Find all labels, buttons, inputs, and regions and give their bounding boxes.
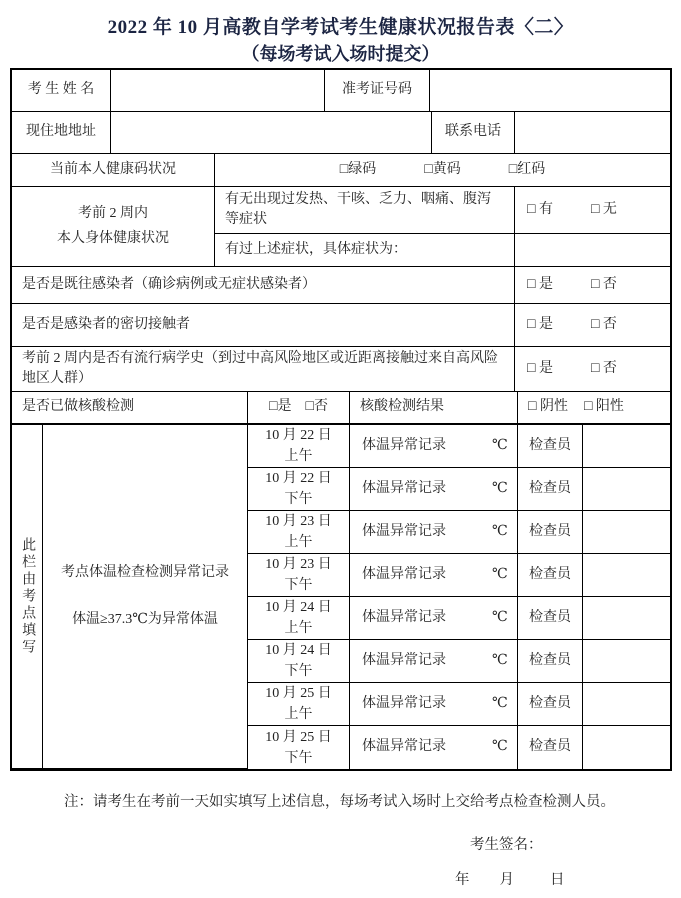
log-inspector-label: 检查员 — [518, 683, 583, 726]
log-date-cell — [248, 726, 350, 769]
log-inspector-label: 检查员 — [518, 468, 583, 511]
row-question-close-contact — [12, 304, 670, 347]
row-address-phone — [12, 112, 670, 154]
checkbox-result-positive[interactable]: □ 阳性 — [583, 399, 624, 415]
log-date-cell — [248, 468, 350, 511]
row-question-epidemic-history — [12, 347, 670, 392]
row-question-prior-infection — [12, 267, 670, 304]
log-date-bottom: 上午 — [284, 535, 313, 550]
log-date-cell — [248, 511, 350, 554]
checkbox-nucleic-done-yes[interactable]: □是 — [269, 399, 292, 415]
checkbox-red-code[interactable]: □红码 — [508, 161, 546, 177]
signature-date-line — [455, 868, 565, 889]
health-report-table — [10, 68, 672, 771]
checkbox-symptom-no[interactable]: □ 无 — [590, 201, 617, 217]
question-prior-infection-options — [515, 267, 670, 304]
log-temp-unit: ℃ — [492, 739, 508, 755]
log-date-top: 10 月 24 日 — [265, 600, 332, 615]
log-date-top: 10 月 23 日 — [265, 557, 332, 572]
log-date-cell — [248, 554, 350, 597]
log-temp-cell — [350, 554, 518, 597]
log-temp-label: 体温异常记录 — [362, 652, 446, 668]
question-prior-infection: 是否是既往感染者（确诊病例或无症状感染者） — [12, 267, 515, 304]
log-temp-label: 体温异常记录 — [362, 480, 446, 496]
log-inspector-input-cell[interactable] — [583, 683, 670, 726]
checkbox-symptom-yes[interactable]: □ 有 — [527, 201, 553, 217]
temperature-log-row — [248, 554, 670, 597]
symptom-options — [515, 187, 670, 234]
log-inspector-label: 检查员 — [518, 425, 583, 468]
temperature-log-row — [248, 640, 670, 683]
phone-label: 联系电话 — [432, 112, 515, 154]
pre-exam-health-label-line1: 考前 2 周内 — [78, 206, 148, 222]
temperature-log-row — [248, 683, 670, 726]
month-label: 月 — [499, 872, 514, 888]
row-pre-exam-health — [12, 187, 670, 267]
log-inspector-input-cell[interactable] — [583, 597, 670, 640]
health-code-options — [215, 154, 670, 187]
row-nucleic-acid — [12, 392, 670, 425]
page-subtitle: （每场考试入场时提交） — [241, 44, 440, 64]
log-inspector-input-cell[interactable] — [583, 468, 670, 511]
log-inspector-label: 检查员 — [518, 511, 583, 554]
log-temp-cell — [350, 726, 518, 769]
temperature-log-grid — [248, 425, 670, 769]
log-inspector-input-cell[interactable] — [583, 554, 670, 597]
log-date-top: 10 月 25 日 — [265, 686, 332, 701]
ticket-label: 准考证号码 — [325, 70, 430, 112]
log-inspector-input-cell[interactable] — [583, 511, 670, 554]
log-temp-unit: ℃ — [492, 609, 508, 625]
temperature-log-row — [248, 726, 670, 769]
log-temp-unit: ℃ — [492, 480, 508, 496]
log-temp-label: 体温异常记录 — [362, 566, 446, 582]
log-temp-cell — [350, 683, 518, 726]
phone-input-cell[interactable] — [515, 112, 670, 154]
log-temp-cell — [350, 425, 518, 468]
log-temp-label: 体温异常记录 — [362, 609, 446, 625]
log-inspector-label: 检查员 — [518, 640, 583, 683]
footer-note: 注：请考生在考前一天如实填写上述信息，每场考试入场时上交给考点检查检测人员。 — [64, 794, 615, 810]
address-label: 现住地地址 — [12, 112, 111, 154]
log-date-top: 10 月 23 日 — [265, 514, 332, 529]
log-temp-label: 体温异常记录 — [362, 695, 446, 711]
checkbox-prior-infection-yes[interactable]: □ 是 — [527, 276, 553, 292]
checkbox-yellow-code[interactable]: □黄码 — [424, 161, 461, 177]
log-date-cell — [248, 683, 350, 726]
symptom-question: 有无出现过发热、干咳、乏力、咽痛、腹泻等症状 — [215, 187, 515, 234]
log-date-top: 10 月 25 日 — [265, 729, 332, 745]
log-temp-unit: ℃ — [492, 695, 508, 711]
log-date-bottom: 上午 — [284, 621, 313, 636]
log-date-top: 10 月 22 日 — [265, 428, 332, 443]
log-temp-label: 体温异常记录 — [362, 437, 446, 453]
checkbox-close-contact-no[interactable]: □ 否 — [590, 316, 617, 332]
log-date-cell — [248, 425, 350, 468]
checkbox-epidemic-history-no[interactable]: □ 否 — [590, 360, 617, 376]
log-date-cell — [248, 597, 350, 640]
nucleic-acid-label: 是否已做核酸检测 — [12, 392, 248, 425]
symptom-detail-input-cell[interactable] — [515, 234, 670, 267]
temperature-log-side-label: 此栏由考点填写 — [20, 537, 36, 656]
log-temp-unit: ℃ — [492, 437, 508, 453]
log-temp-cell — [350, 640, 518, 683]
health-code-label: 当前本人健康码状况 — [12, 154, 215, 187]
log-date-top: 10 月 24 日 — [265, 643, 332, 658]
ticket-input-cell[interactable] — [430, 70, 670, 112]
temperature-log-row — [248, 511, 670, 554]
name-label: 考 生 姓 名 — [12, 70, 111, 112]
row-name-ticket — [12, 70, 670, 112]
pre-exam-health-label-line2: 本人身体健康状况 — [57, 230, 169, 246]
checkbox-epidemic-history-yes[interactable]: □ 是 — [527, 360, 553, 376]
name-input-cell[interactable] — [111, 70, 325, 112]
log-date-bottom: 下午 — [284, 664, 313, 679]
address-input-cell[interactable] — [111, 112, 432, 154]
signature-label: 考生签名： — [470, 837, 543, 853]
log-date-bottom: 下午 — [284, 578, 313, 593]
temperature-log-section — [12, 425, 670, 769]
log-temp-cell — [350, 597, 518, 640]
nucleic-acid-result-options — [518, 392, 670, 425]
log-temp-unit: ℃ — [492, 566, 508, 582]
log-temp-label: 体温异常记录 — [362, 523, 446, 539]
log-inspector-label: 检查员 — [518, 597, 583, 640]
question-epidemic-history: 考前 2 周内是否有流行病学史（到过中高风险地区或近距离接触过来自高风险地区人群） — [12, 347, 515, 392]
log-temp-label: 体温异常记录 — [362, 739, 446, 755]
log-temp-unit: ℃ — [492, 652, 508, 668]
log-inspector-label: 检查员 — [518, 726, 583, 769]
log-temp-cell — [350, 511, 518, 554]
day-label: 日 — [550, 872, 565, 888]
log-date-top: 10 月 22 日 — [265, 471, 332, 486]
log-temp-cell — [350, 468, 518, 511]
temperature-log-desc-line2: 体温≥37.3℃为异常体温 — [72, 611, 218, 627]
log-date-bottom: 上午 — [284, 707, 313, 722]
question-close-contact: 是否是感染者的密切接触者 — [12, 304, 515, 347]
log-date-cell — [248, 640, 350, 683]
log-date-bottom: 下午 — [284, 492, 313, 507]
row-health-code — [12, 154, 670, 187]
checkbox-result-negative[interactable]: □ 阴性 — [528, 399, 568, 415]
checkbox-close-contact-yes[interactable]: □ 是 — [527, 316, 553, 332]
temperature-log-description — [43, 425, 248, 769]
checkbox-nucleic-done-no[interactable]: □否 — [305, 399, 328, 415]
temperature-log-row — [248, 468, 670, 511]
symptom-answer-column — [515, 187, 670, 267]
log-date-bottom: 上午 — [284, 449, 313, 464]
question-close-contact-options — [515, 304, 670, 347]
checkbox-green-code[interactable]: □绿码 — [339, 161, 377, 177]
log-date-bottom: 下午 — [284, 750, 313, 766]
log-inspector-input-cell[interactable] — [583, 640, 670, 683]
question-epidemic-history-options — [515, 347, 670, 392]
checkbox-prior-infection-no[interactable]: □ 否 — [590, 276, 617, 292]
log-inspector-label: 检查员 — [518, 554, 583, 597]
nucleic-acid-done-options — [248, 392, 350, 425]
pre-exam-health-label — [12, 187, 215, 267]
temperature-log-row — [248, 597, 670, 640]
log-temp-unit: ℃ — [492, 523, 508, 539]
temperature-log-desc-line1: 考点体温检查检测异常记录 — [61, 565, 229, 581]
log-inspector-input-cell[interactable] — [583, 726, 670, 769]
symptom-question-column — [215, 187, 515, 267]
nucleic-acid-result-label: 核酸检测结果 — [350, 392, 518, 425]
symptom-detail-label: 有过上述症状，具体症状为： — [215, 234, 515, 267]
temperature-log-row — [248, 425, 670, 468]
temperature-log-side-label-cell — [12, 425, 43, 769]
page-title: 2022 年 10 月高教自学考试考生健康状况报告表〈二〉 — [107, 17, 574, 38]
year-label: 年 — [455, 872, 470, 888]
log-inspector-input-cell[interactable] — [583, 425, 670, 468]
